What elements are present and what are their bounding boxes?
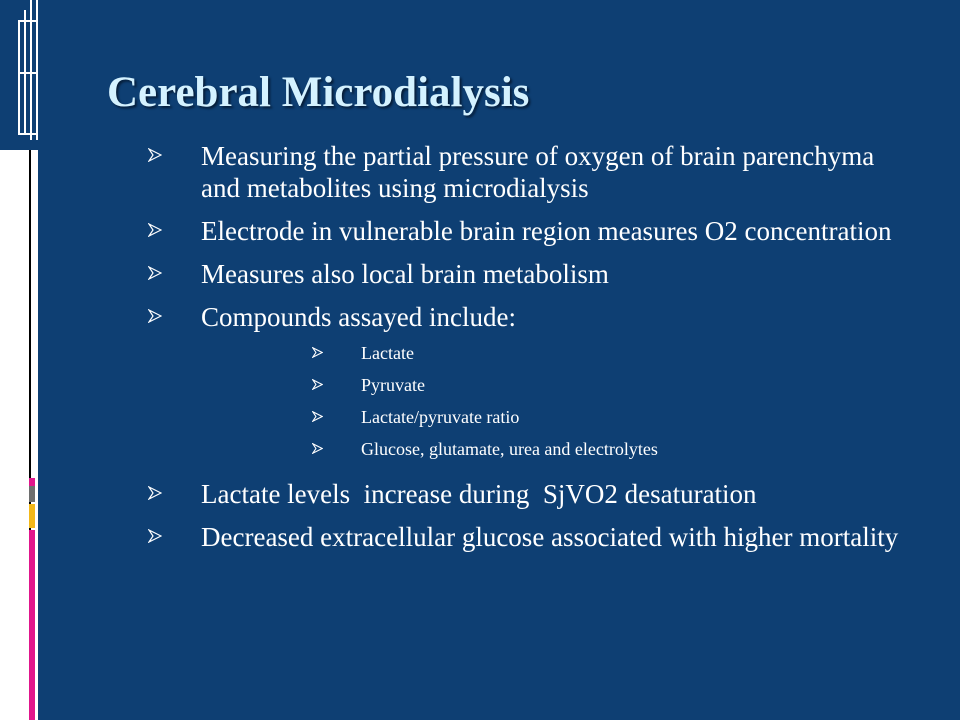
arrow-bullet-icon: [312, 379, 323, 390]
sub-bullet-item: [148, 337, 908, 369]
arrow-bullet-icon: [148, 529, 162, 543]
bullet-item: [148, 521, 908, 553]
arrow-bullet-icon: [312, 347, 323, 358]
window-frame-icon: [0, 0, 38, 150]
arrow-bullet-icon: [148, 148, 162, 162]
arrow-bullet-icon: [148, 266, 162, 280]
slide-title: Cerebral Microdialysis: [107, 69, 530, 116]
bullet-item: [148, 478, 908, 510]
sub-bullet-item: [148, 369, 908, 401]
bullet-text: Measures also local brain metabolism: [201, 259, 609, 289]
bullet-text: Measuring the partial pressure of oxygen of brain parenchyma and metabolites using microdialysis: [201, 141, 875, 203]
sub-bullet-text: Lactate: [361, 343, 414, 363]
arrow-bullet-icon: [148, 486, 162, 500]
sub-bullet-text: Pyruvate: [361, 375, 425, 395]
arrow-bullet-icon: [312, 443, 323, 454]
arrow-bullet-icon: [148, 309, 162, 323]
sub-bullet-text: Glucose, glutamate, urea and electrolytes: [361, 439, 658, 459]
sub-bullet-item: [148, 433, 908, 465]
bullet-text: Electrode in vulnerable brain region measures O2 concentration: [201, 216, 892, 246]
bullet-item: [148, 215, 908, 247]
bullet-item: [148, 258, 908, 290]
strip-accent-pink-bottom: [29, 530, 35, 720]
bullet-text: Compounds assayed include:: [201, 302, 516, 332]
bullet-item: [148, 140, 908, 204]
arrow-bullet-icon: [312, 411, 323, 422]
sub-bullet-text: Lactate/pyruvate ratio: [361, 407, 520, 427]
sub-bullet-list: [148, 337, 908, 465]
bullet-list: [148, 140, 908, 564]
bullet-text: Lactate levels increase during SjVO2 desaturation: [201, 479, 757, 509]
sub-bullet-item: [148, 401, 908, 433]
strip-accent-gray: [29, 486, 35, 502]
strip-accent-yellow: [29, 504, 35, 528]
bullet-text: Decreased extracellular glucose associated with higher mortality: [201, 522, 899, 552]
arrow-bullet-icon: [148, 223, 162, 237]
bullet-item: [148, 301, 908, 333]
